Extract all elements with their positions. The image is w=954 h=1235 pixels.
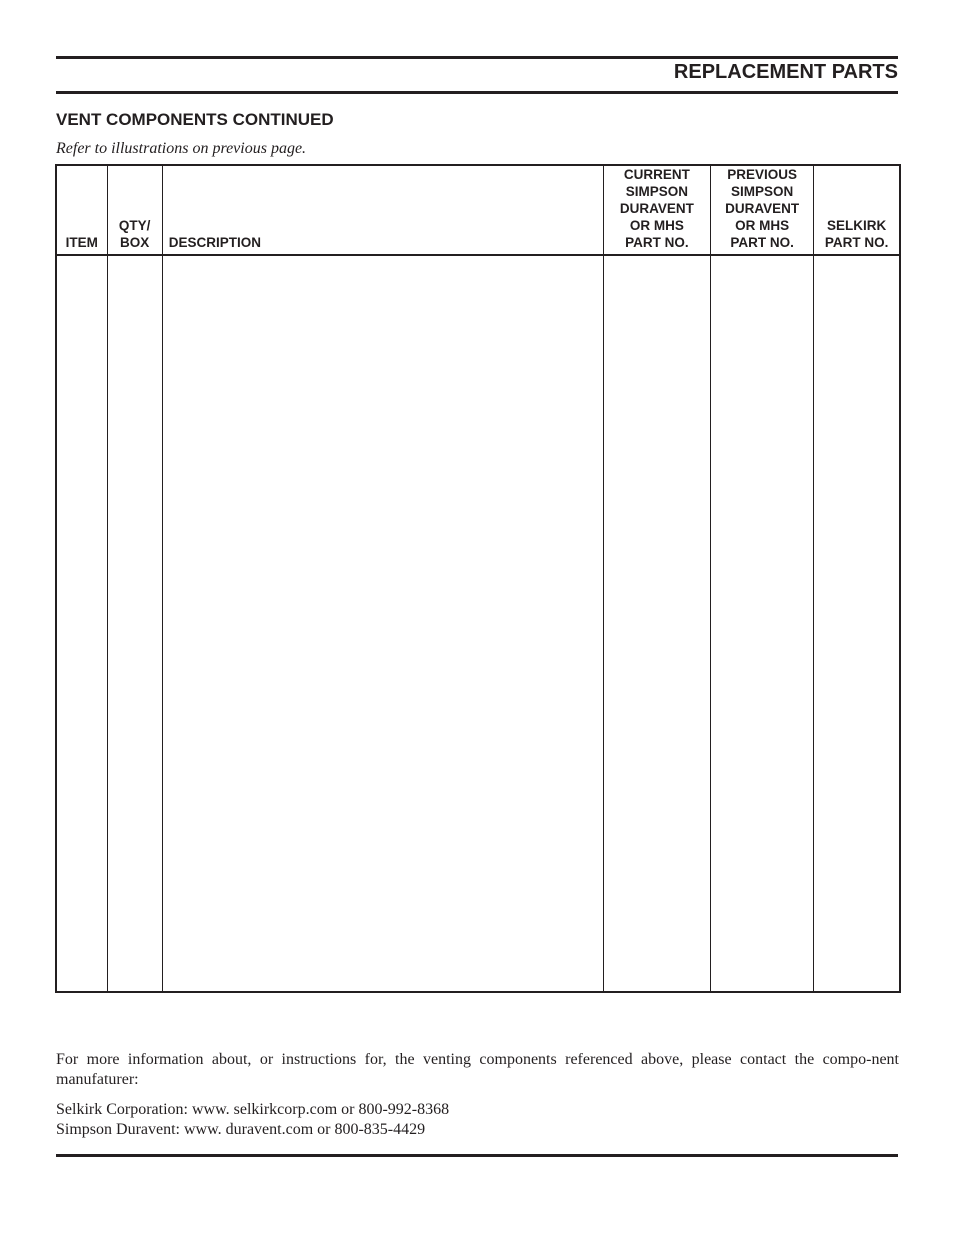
column-header-previous-part-no: PREVIOUS SIMPSON DURAVENT OR MHS PART NO. — [711, 165, 814, 255]
illustration-note: Refer to illustrations on previous page. — [56, 140, 307, 157]
table-row — [56, 255, 900, 992]
column-header-current-part-no: CURRENT SIMPSON DURAVENT OR MHS PART NO. — [603, 165, 710, 255]
selkirk-part-no-cell — [814, 255, 900, 992]
column-header-description: DESCRIPTION — [162, 165, 603, 255]
column-header-qty-box: QTY/ BOX — [107, 165, 162, 255]
item-cell — [56, 255, 107, 992]
header-rule — [56, 91, 898, 94]
column-header-selkirk-part-no: SELKIRK PART NO. — [814, 165, 900, 255]
previous-part-no-cell — [711, 255, 814, 992]
footer — [56, 1050, 899, 1140]
column-header-item: ITEM — [56, 165, 107, 255]
parts-table — [55, 164, 901, 993]
contact-simpson-duravent: Simpson Duravent: www. duravent.com or 800-835-4429 — [56, 1121, 426, 1138]
top-rule — [56, 56, 898, 59]
current-part-no-cell — [603, 255, 710, 992]
footer-info: For more information about, or instructions for, the venting components referenced above, please contact the compo-nent manufaturer: — [56, 1051, 899, 1088]
bottom-rule — [56, 1154, 898, 1157]
page-title: REPLACEMENT PARTS — [673, 61, 898, 83]
contact-selkirk: Selkirk Corporation: www. selkirkcorp.com or 800-992-8368 — [56, 1101, 450, 1118]
table-header-row — [56, 165, 900, 255]
contact-list — [56, 1100, 899, 1140]
section-title: VENT COMPONENTS CONTINUED — [56, 110, 334, 129]
description-cell — [162, 255, 603, 992]
qty-box-cell — [107, 255, 162, 992]
